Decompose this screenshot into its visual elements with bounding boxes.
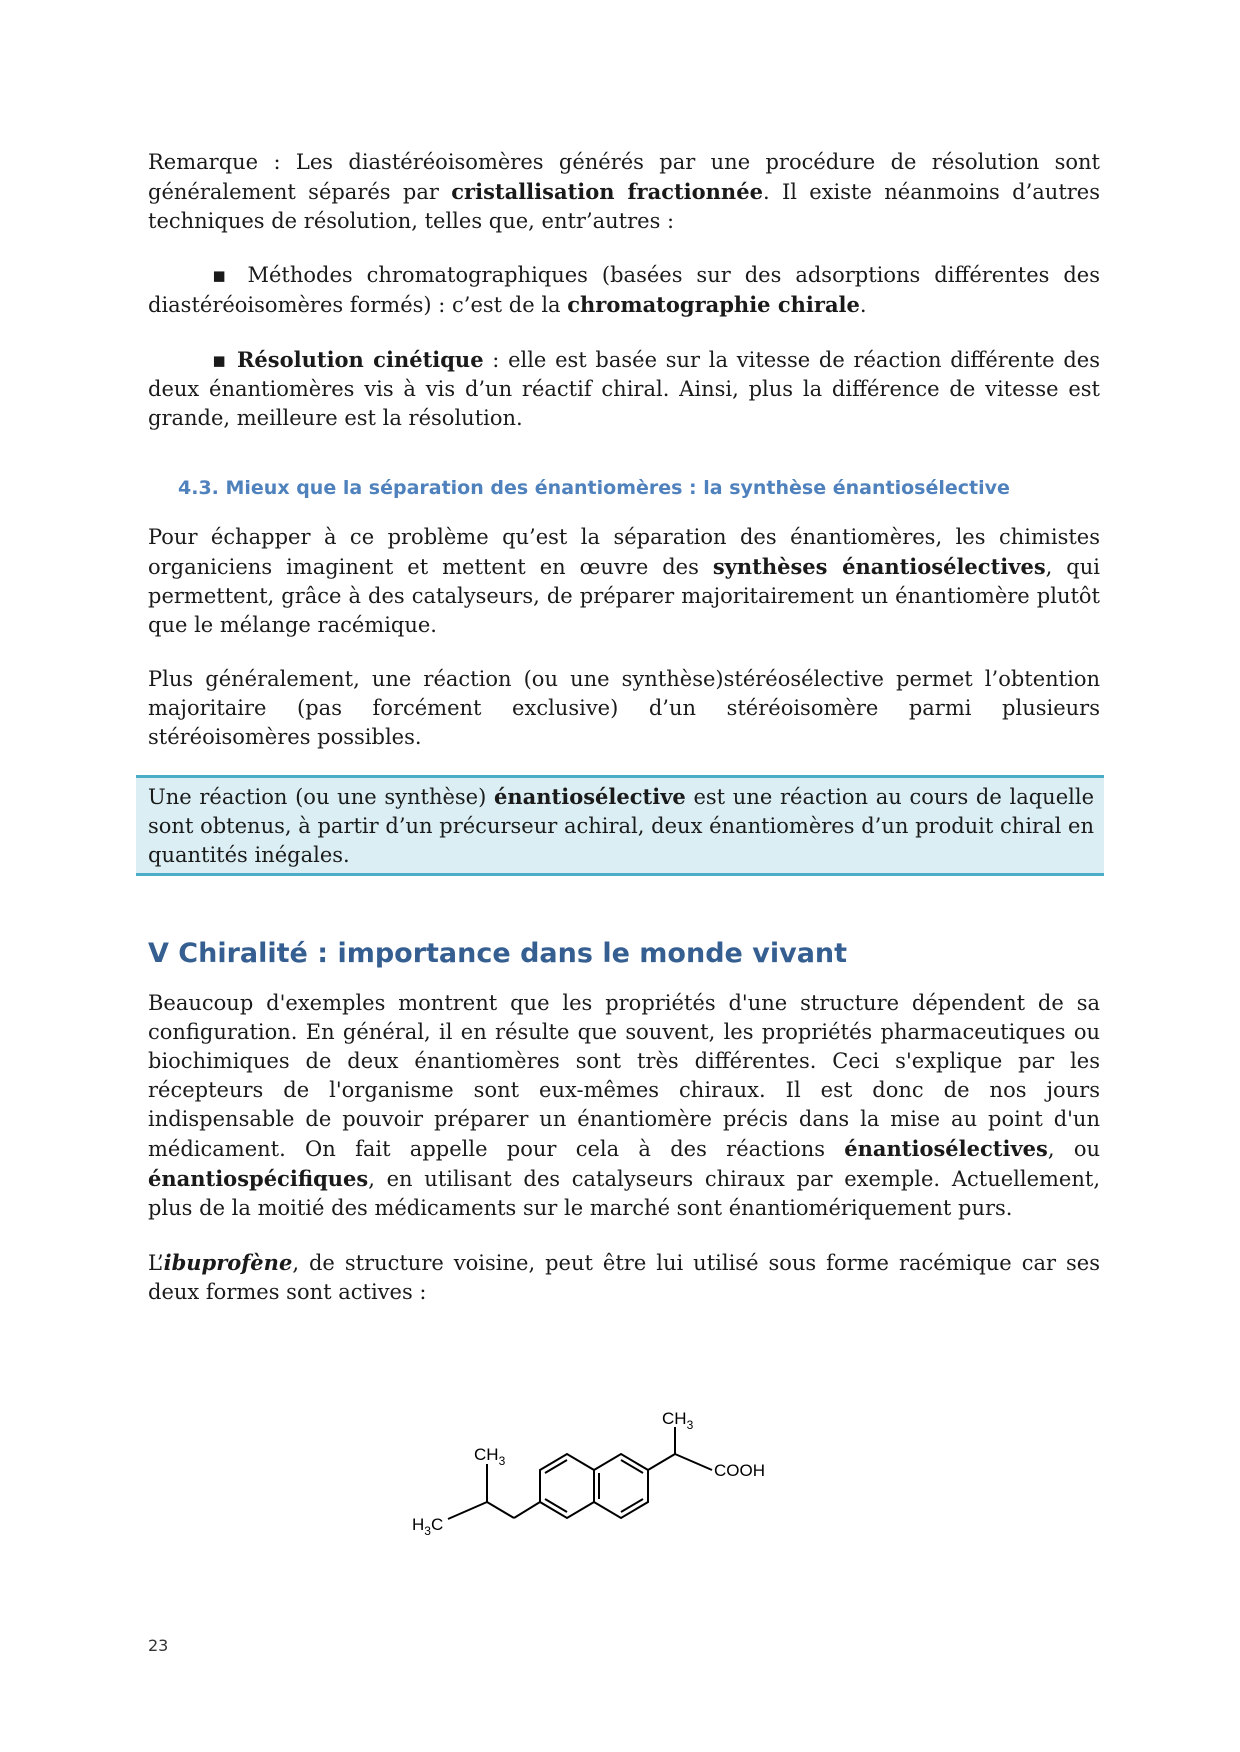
paragraph-ibuprofene: L’ibuprofène, de structure voisine, peut être lui utilisé sous forme racémique car ses deux formes sont actives : (148, 1250, 1100, 1304)
label-cooh: COOH (714, 1461, 765, 1480)
label-h3c: $H_3C$ (412, 1515, 444, 1538)
label-ch3-left: $CH_3$ (474, 1445, 506, 1468)
paragraph-syntheses: Pour échapper à ce problème qu’est la séparation des énantiomères, les chimistes organiciens imaginent et mettent en œuvre des synthèses énantiosélectives, qui permettent, grâce à des catalyseurs, de préparer majoritairement un énantiomère plutôt que le mélange racémique. (148, 525, 1100, 637)
definition-text: Une réaction (ou une synthèse) énantiosélective est une réaction au cours de laquelle sont obtenus, à partir d’un précurseur achiral, deux énantiomères d’un produit chiral en quantités inégales. (148, 784, 1094, 867)
section-4-3-heading: 4.3. Mieux que la séparation des énantiomères : la synthèse énantiosélective (178, 477, 1010, 499)
remarque-paragraph: Remarque : Les diastéréoisomères générés par une procédure de résolution sont généralement séparés par cristallisation fractionnée. Il existe néanmoins d’autres techniques de résolution, telles que, entr’autres : (148, 150, 1100, 233)
page-number: 23 (148, 1636, 169, 1655)
bullet-resolution-cinetique: ▪ Résolution cinétique : elle est basée sur la vitesse de réaction différente des deux énantiomères vis à vis d’un réactif chiral. Ainsi, plus la différence de vitesse est grande, meilleure est la résolution. (148, 347, 1100, 430)
emphasis-enantioselective: énantiosélective (494, 784, 686, 809)
section-v-heading: V Chiralité : importance dans le monde vivant (148, 938, 848, 969)
ibuprofen-structure-diagram (390, 1372, 890, 1572)
emphasis-resolution: Résolution cinétique (236, 347, 484, 372)
label-ch3-top: $CH_3$ (662, 1409, 694, 1432)
paragraph-stereoselective: Plus généralement, une réaction (ou une synthèse)stéréosélective permet l’obtention majoritaire (pas forcément exclusive) d’un stéréoisomère parmi plusieurs stéréoisomères possibles. (148, 667, 1100, 749)
emphasis-chromatographie: chromatographie chirale (567, 292, 860, 317)
right-ring (594, 1454, 648, 1518)
paragraph-chiralite: Beaucoup d'exemples montrent que les propriétés d'une structure dépendent de sa configuration. En général, il en résulte que souvent, les propriétés pharmaceutiques ou biochimiques de deux énantiomères sont très différentes. Ceci s'explique par les récepteurs de l'organisme sont eux-mêmes chiraux. Il est donc de nos jours indispensable de pouvoir préparer un énantiomère précis dans la mise au point d'un médicament. On fait appelle pour cela à des réactions énantiosélectives, ou énantiospécifiques, en utilisant des catalyseurs chiraux par exemple. Actuellement, plus de la moitié des médicaments sur le marché sont énantiomériquement purs. (148, 991, 1100, 1220)
definition-box (136, 775, 1104, 876)
bullet-chromatographie: ▪ Méthodes chromatographiques (basées sur des adsorptions différentes des diastéréoisomères formés) : c’est de la chromatographie chirale. (148, 263, 1100, 317)
emphasis-ibuprofene: ibuprofène (163, 1250, 293, 1275)
emphasis-syntheses: synthèses énantiosélectives (712, 554, 1046, 579)
left-ring (540, 1454, 594, 1518)
molecule-bonds (448, 1427, 712, 1519)
page-body (148, 148, 1100, 1307)
emphasis-enantioselectives: énantiosélectives (844, 1136, 1048, 1161)
emphasis-enantiospecifiques: énantiospécifiques (148, 1166, 369, 1191)
emphasis-cristallisation: cristallisation fractionnée (451, 179, 763, 204)
